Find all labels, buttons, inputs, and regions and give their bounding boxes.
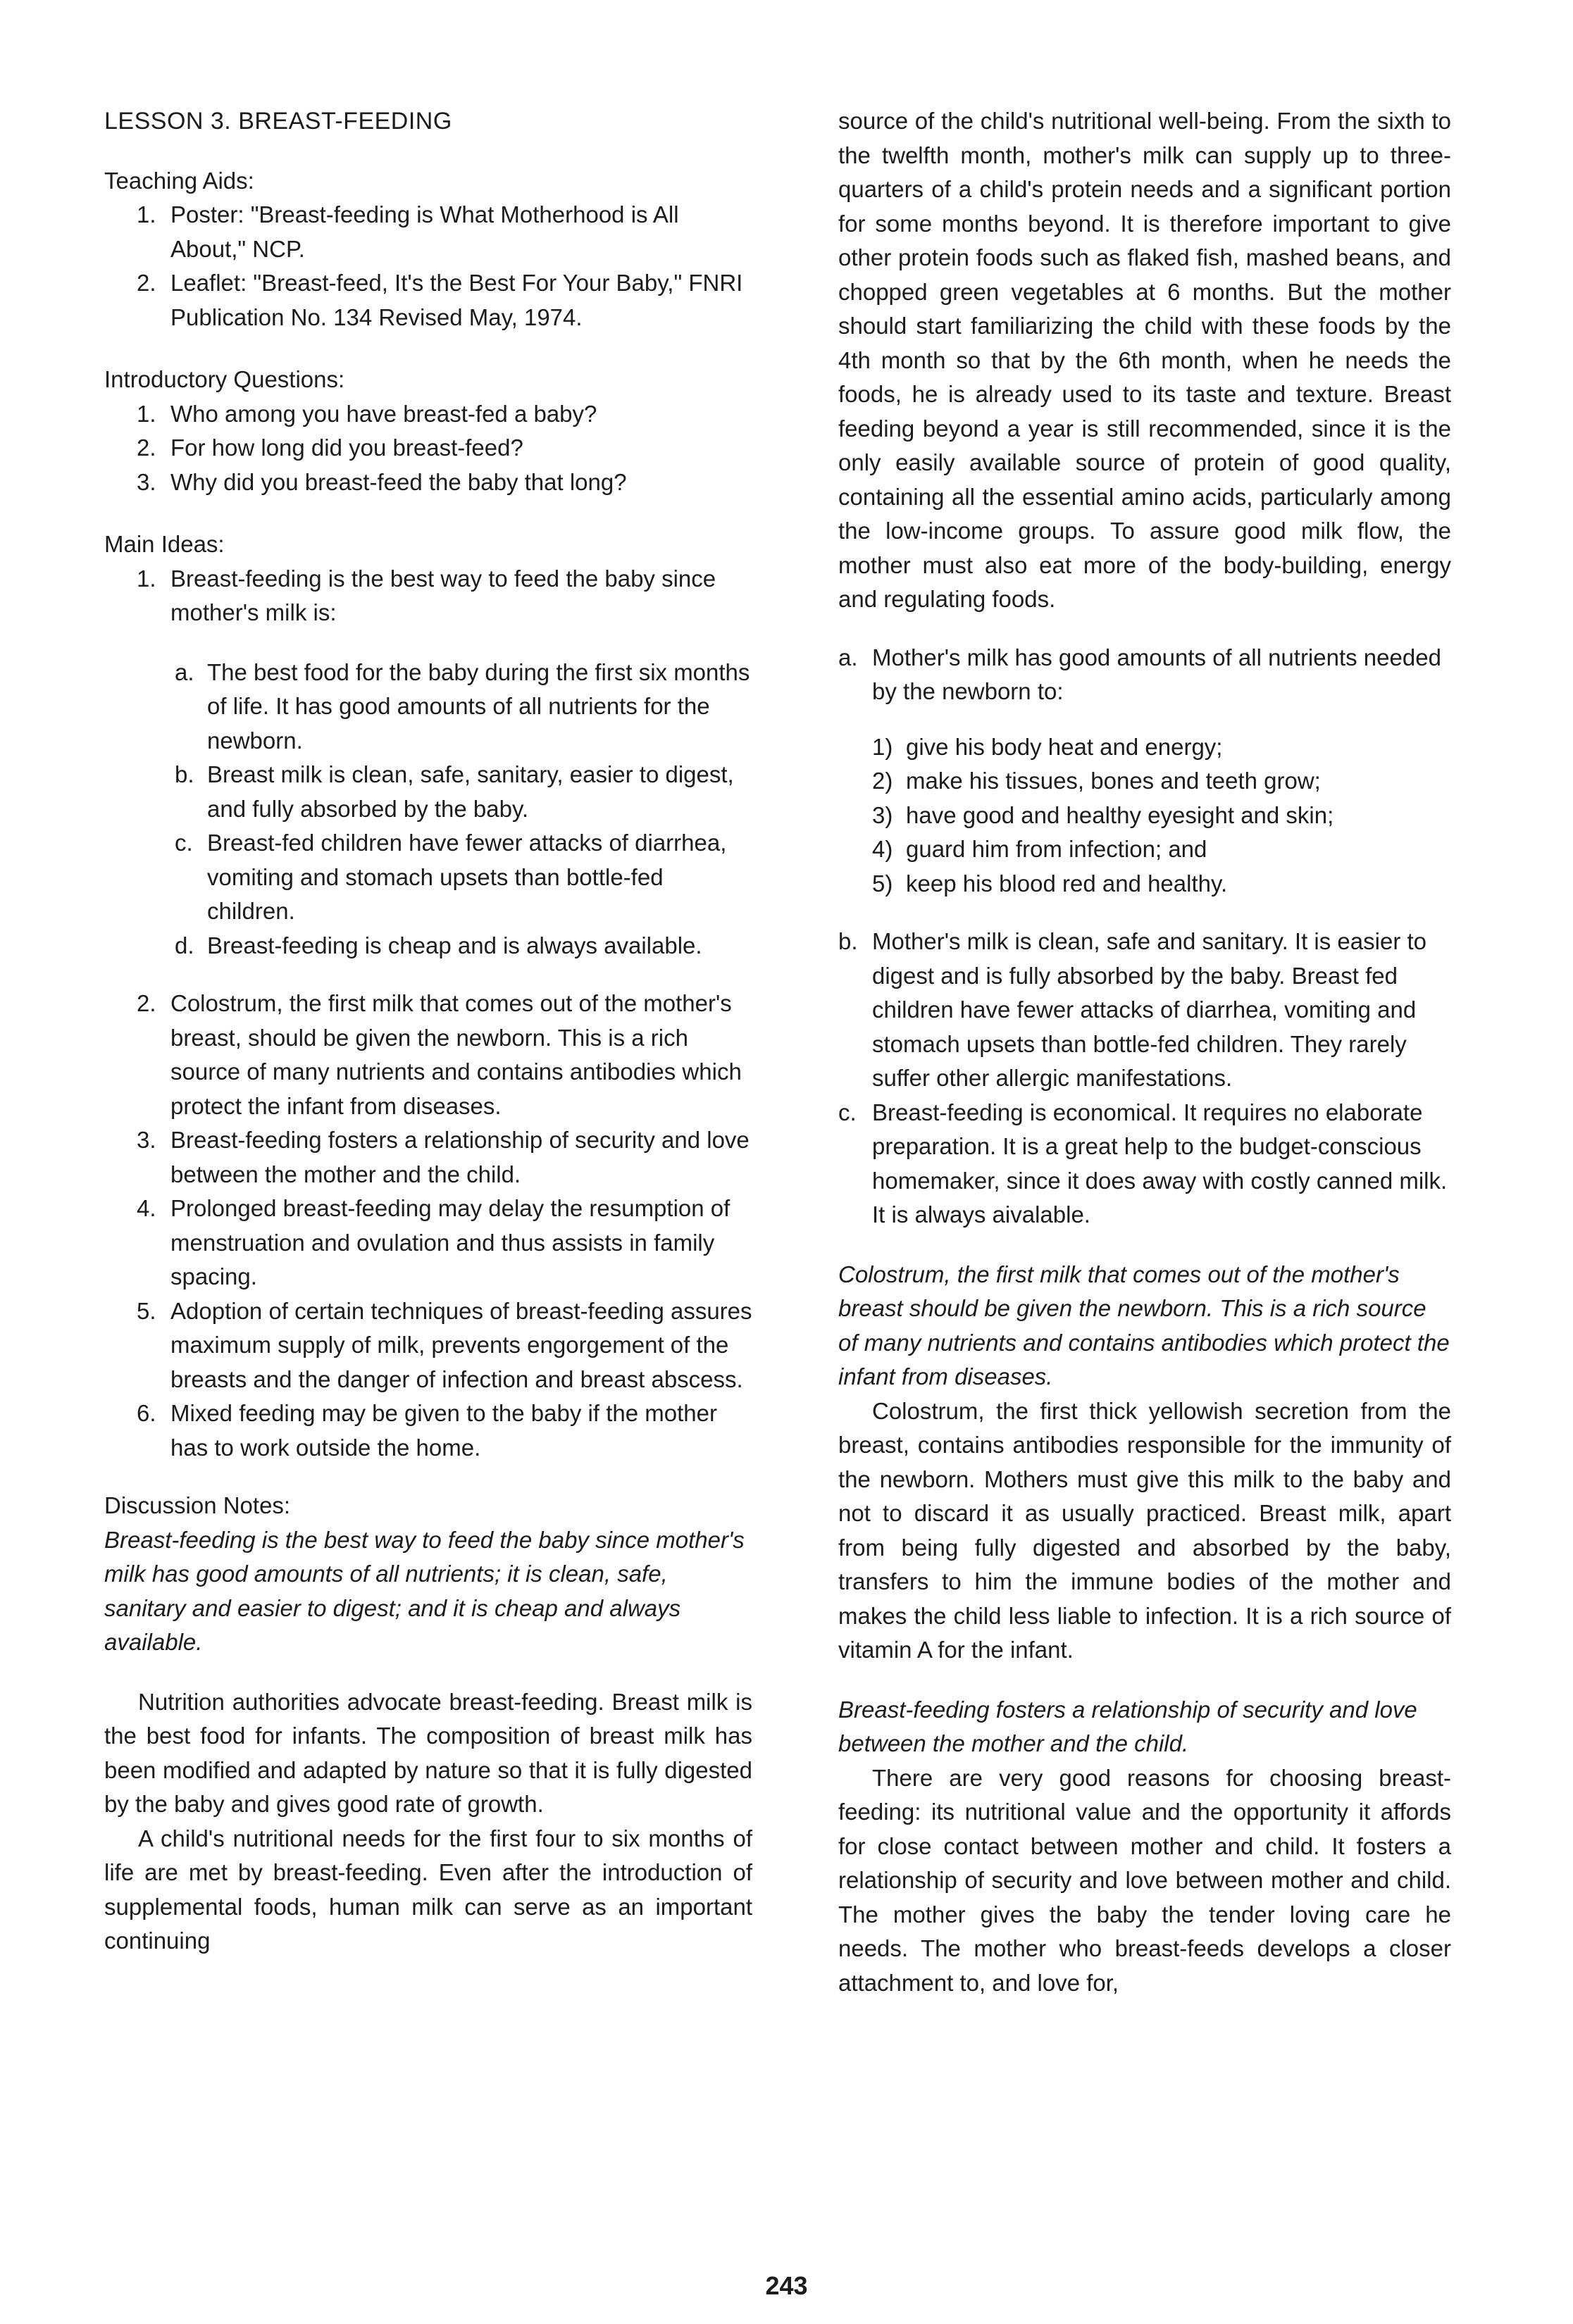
teaching-aids-label: Teaching Aids: xyxy=(104,167,254,194)
sub-list-item: c. Breast-fed children have fewer attacks of diarrhea, vomiting and stomach upsets than bottle-fed children. xyxy=(175,830,727,924)
security-italic: Breast-feeding fosters a relationship of security and love between the mother and the child. xyxy=(838,1696,1417,1756)
list-item: 1. Who among you have breast-fed a baby? xyxy=(137,400,597,427)
colostrum-paragraph: Colostrum, the first thick yellowish secretion from the breast, contains antibodies responsible for the immunity of the newborn. Mothers must give this milk to the baby and not to discard it as usually practiced. Breast milk, apart from being fully digested and absorbed by the baby, transfers to him the immune bodies of the mother and makes the child less liable to infection. It is a rich source of vitamin A for the infant. xyxy=(838,1397,1451,1663)
main-ideas-list xyxy=(104,562,752,630)
list-item: 3) have good and healthy eyesight and skin; xyxy=(872,801,1334,828)
list-item: 6. Mixed feeding may be given to the baby if the mother has to work outside the home. xyxy=(137,1400,717,1461)
discussion-paragraph: A child's nutritional needs for the first four to six months of life are met by breast-feeding. Even after the introduction of supplemental foods, human milk can serve as an important continuing xyxy=(104,1825,752,1954)
main-ideas-sublist xyxy=(104,656,752,963)
list-item: 2. For how long did you breast-feed? xyxy=(137,435,523,461)
list-item: 3. Breast-feeding fosters a relationship of security and love between the mother and the child. xyxy=(137,1127,750,1187)
list-item: 1. Breast-feeding is the best way to feed the baby since mother's milk is: xyxy=(137,565,716,625)
nutrient-list xyxy=(838,641,1451,709)
discussion-paragraph-continued: source of the child's nutritional well-being. From the sixth to the twelfth month, mother's milk can supply up to three-quarters of a child's protein needs and a significant portion for some months beyond. It is therefore important to give other protein foods such as flaked fish, mashed beans, and chopped green vegetables at 6 months. But the mother should start familiarizing the child with these foods by the 4th month so that by the 6th month, when he needs the foods, he is already used to its taste and texture. Breast feeding beyond a year is still recommended, since it is the only easily available source of protein of good quality, containing all the essential amino acids, particularly among the low-income groups. To assure good milk flow, the mother must also eat more of the body-building, energy and regulating foods. xyxy=(838,108,1451,612)
list-item: 2. Colostrum, the first milk that comes out of the mother's breast, should be given the newborn. This is a rich source of many nutrients and contains antibodies which protect the infant from diseases. xyxy=(137,990,742,1119)
teaching-aids-section xyxy=(104,164,752,335)
list-item: 4. Prolonged breast-feeding may delay the resumption of menstruation and ovulation and thus assists in family spacing. xyxy=(137,1195,730,1289)
main-ideas-list-continued xyxy=(104,987,752,1465)
list-item: 1. Poster: "Breast-feeding is What Motherhood is All About," NCP. xyxy=(137,201,679,262)
lesson-title: LESSON 3. BREAST-FEEDING xyxy=(104,108,452,135)
benefits-list xyxy=(838,925,1451,1232)
discussion-paragraph: Nutrition authorities advocate breast-feeding. Breast milk is the best food for infants. The composition of breast milk has been modified and adapted by nature so that it is fully digested by the baby and gives good rate of growth. xyxy=(104,1688,752,1817)
list-item: 5. Adoption of certain techniques of breast-feeding assures maximum supply of milk, prevents engorgement of the breasts and the danger of infection and breast abscess. xyxy=(137,1297,752,1392)
list-item: 2) make his tissues, bones and teeth grow; xyxy=(872,768,1321,794)
main-ideas-label: Main Ideas: xyxy=(104,531,225,557)
page-number: 243 xyxy=(765,2271,808,2300)
list-item: 5) keep his blood red and healthy. xyxy=(872,870,1228,897)
nutrient-functions-list xyxy=(872,730,1451,901)
right-column xyxy=(838,104,1451,2000)
security-paragraph: There are very good reasons for choosing breast-feeding: its nutritional value and the opportunity it affords for close contact between mother and child. It fosters a relationship of security and love between mother and child. The mother gives the baby the tender loving care he needs. The mother who breast-feeds develops a closer attachment to, and love for, xyxy=(838,1764,1451,1996)
list-item: 3. Why did you breast-feed the baby that long? xyxy=(137,468,627,495)
introductory-questions-list xyxy=(104,397,752,500)
colostrum-italic: Colostrum, the first milk that comes out of the mother's breast should be given the newborn. This is a rich source of many nutrients and contains antibodies which protect the infant from diseases. xyxy=(838,1261,1450,1389)
list-item: 4) guard him from infection; and xyxy=(872,836,1207,862)
sub-list-item: a. Mother's milk has good amounts of all nutrients needed by the newborn to: xyxy=(838,644,1441,704)
sub-list-item: c. Breast-feeding is economical. It requires no elaborate preparation. It is a great help to the budget-conscious homemaker, since it does away with costly canned milk. It is always aivalable. xyxy=(838,1099,1448,1227)
sub-list-item: a. The best food for the baby during the first six months of life. It has good amounts of all nutrients for the newborn. xyxy=(175,658,750,754)
discussion-intro-italic: Breast-feeding is the best way to feed the baby since mother's milk has good amounts of all nutrients; it is clean, safe, sanitary and easier to digest; and it is cheap and always available. xyxy=(104,1526,745,1655)
teaching-aids-list xyxy=(104,198,752,335)
sub-list-item: d. Breast-feeding is cheap and is always available. xyxy=(175,932,702,958)
introductory-questions-label: Introductory Questions: xyxy=(104,366,345,392)
discussion-notes-section xyxy=(104,1489,752,1958)
list-item: 1) give his body heat and energy; xyxy=(872,733,1223,760)
left-column xyxy=(104,104,752,1958)
sub-list-item: b. Breast milk is clean, safe, sanitary, easier to digest, and fully absorbed by the baby. xyxy=(175,761,734,822)
discussion-notes-label: Discussion Notes: xyxy=(104,1492,291,1518)
sub-list-item: b. Mother's milk is clean, safe and sanitary. It is easier to digest and is fully absorbed by the baby. Breast fed children have fewer attacks of diarrhea, vomiting and stomach upsets than bottle-fed children. They rarely suffer other allergic manifestations. xyxy=(838,928,1427,1091)
list-item: 2. Leaflet: "Breast-feed, It's the Best For Your Baby," FNRI Publication No. 134 Revised May, 1974. xyxy=(137,270,743,330)
main-ideas-section xyxy=(104,527,752,1465)
introductory-questions-section xyxy=(104,363,752,499)
